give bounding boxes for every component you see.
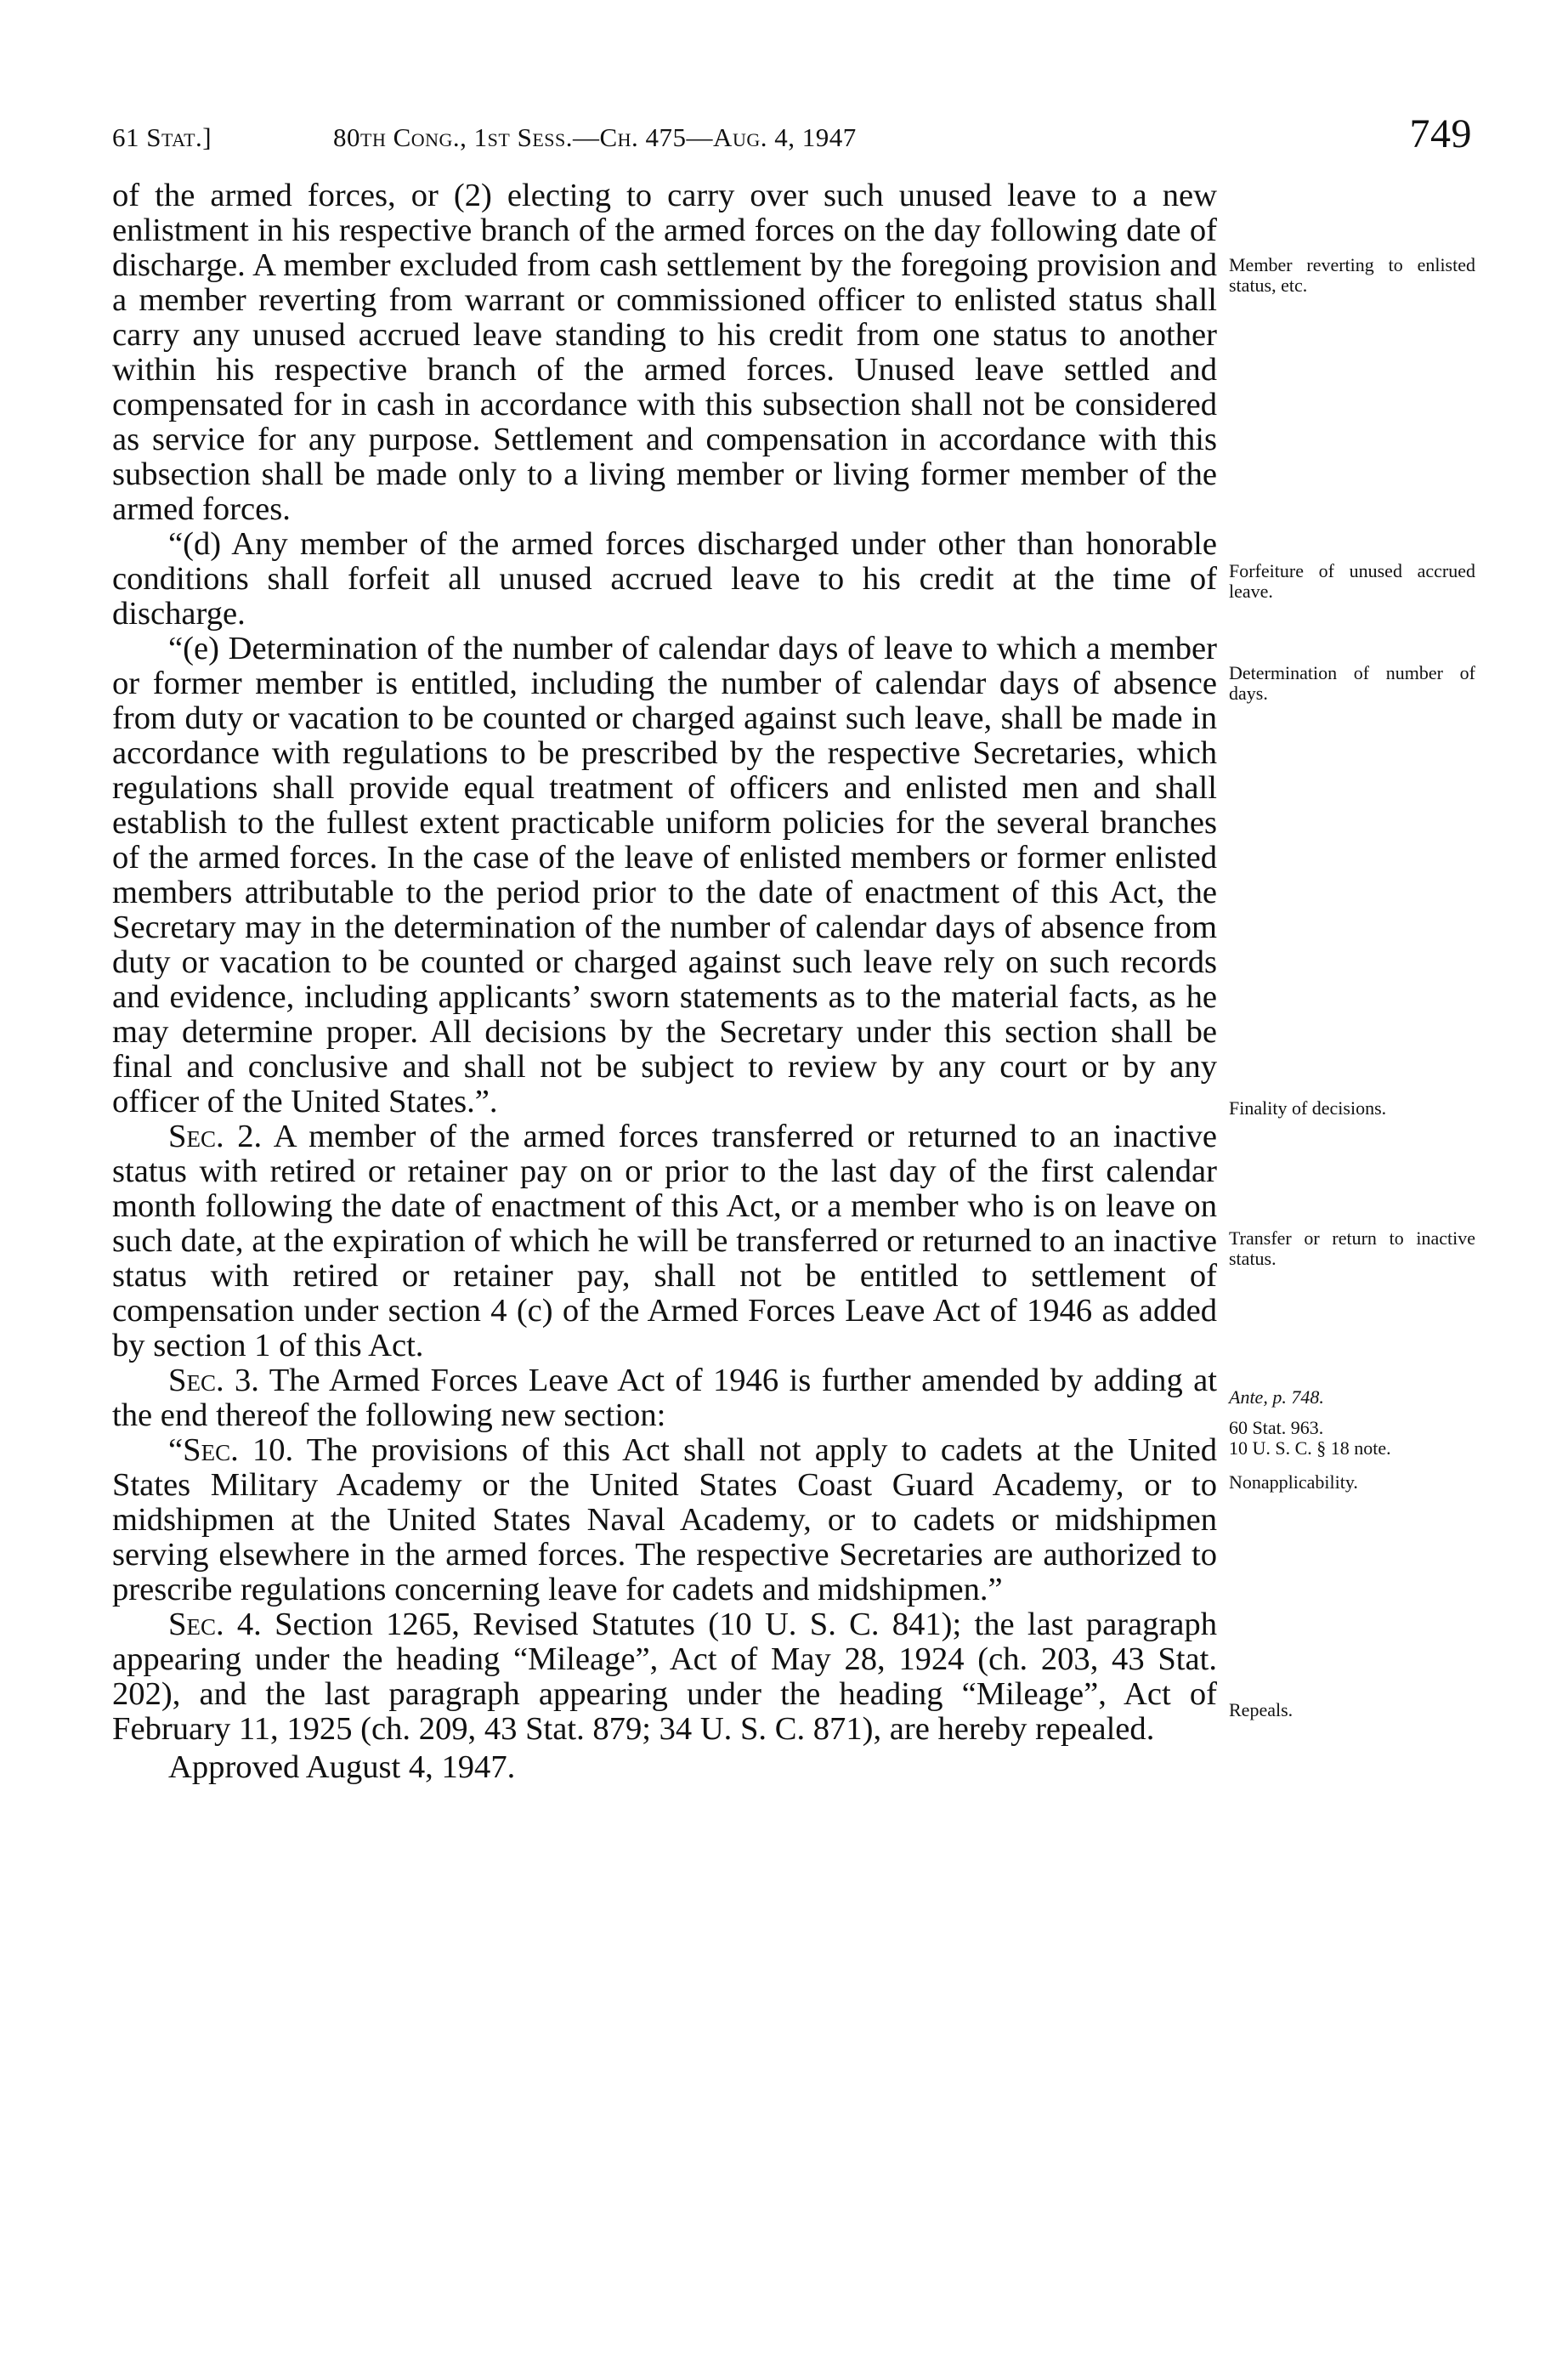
margin-note-forfeiture: Forfeiture of unused accrued leave. (1229, 560, 1475, 602)
approval-line: Approved August 4, 1947. (168, 1749, 516, 1785)
section-2-label: Sec. 2. (168, 1119, 263, 1154)
margin-note-stat-ref: 60 Stat. 963. (1229, 1417, 1324, 1438)
margin-note-transfer: Transfer or return to inactive status. (1229, 1227, 1475, 1269)
section-3-label: Sec. 3. (168, 1363, 259, 1398)
margin-note-nonapplicability: Nonapplicability. (1229, 1471, 1358, 1493)
margin-note-finality: Finality of decisions. (1229, 1097, 1387, 1119)
paragraph-section-3 (112, 1363, 1217, 1433)
margin-note-ante: Ante, p. 748. (1229, 1386, 1324, 1408)
margin-note-repeals: Repeals. (1229, 1699, 1293, 1720)
margin-note-determination: Determination of number of days. (1229, 662, 1475, 704)
section-3-text: The Armed Forces Leave Act of 1946 is further amended by adding at the end thereof the following new section: (112, 1363, 1218, 1433)
session-chapter-date: 80th Cong., 1st Sess.—Ch. 475—Aug. 4, 1947 (333, 122, 857, 152)
margin-note-member-reverting: Member reverting to enlisted status, etc. (1229, 254, 1475, 296)
paragraph-subsection-e: “(e) Determination of the number of calendar days of leave to which a member or former member is entitled, including the number of calendar days of absence from duty or vacation to be counted or charged against such leave, shall be made in accordance with regulations to be prescribed by the respective Secretaries, which regulations shall provide equal treatment of officers and enlisted men and shall establish to the fullest extent practicable uniform policies for the several branches of the armed forces. In the case of the leave of enlisted members or former enlisted members attributable to the period prior to the date of enactment of this Act, the Secretary may in the determination of the number of calendar days of absence from duty or vacation to be counted or charged against such leave rely on such records and evidence, including applicants’ sworn statements as to the material facts, as he may determine proper. All decisions by the Secretary under this section shall be final and conclusive and shall not be subject to review by any court or by any officer of the United States.”. (112, 631, 1217, 1119)
paragraph-subsection-d: “(d) Any member of the armed forces discharged under other than honorable conditions shall forfeit all unused accrued leave to his credit at the time of discharge. (112, 526, 1217, 632)
section-4-label: Sec. 4. (168, 1607, 262, 1642)
main-text-column (112, 179, 1217, 1785)
section-10-label: “Sec. 10. (168, 1432, 294, 1468)
statute-citation: 61 Stat.] (112, 122, 212, 152)
paragraph-section-4 (112, 1607, 1217, 1747)
page-number: 749 (1409, 111, 1472, 156)
section-4-text: Section 1265, Revised Statutes (10 U. S. C. 841); the last paragraph appearing under the heading “Mileage”, Act of May 28, 1924 (ch. 203, 43 Stat. 202), and the last paragraph appearing under the heading “Mileage”, Act of February 11, 1925 (ch. 209, 43 Stat. 879; 34 U. S. C. 871), are hereby repealed. (112, 1607, 1217, 1747)
paragraph-section-2 (112, 1119, 1217, 1363)
section-10-text: The provisions of this Act shall not apply to cadets at the United States Military Academy or the United States Coast Guard Academy, or to midshipmen at the United States Naval Academy, or to cadets or midshipmen serving elsewhere in the armed forces. The respective Secretaries are authorized to prescribe regulations concerning leave for cadets and midshipmen.” (112, 1432, 1217, 1607)
paragraph-section-10 (112, 1433, 1217, 1607)
margin-note-usc-ref: 10 U. S. C. § 18 note. (1229, 1437, 1391, 1459)
section-2-text: A member of the armed forces transferred or returned to an inactive status with retired or retainer pay on or prior to the last day of the first calendar month following the date of enactment of this Act, or a member who is on leave on such date, at the expiration of which he will be transferred or returned to an inactive status with retired or retainer pay, shall not be entitled to settlement of compensation under section 4 (c) of the Armed Forces Leave Act of 1946 as added by section 1 of this Act. (112, 1119, 1218, 1363)
paragraph-continuation: of the armed forces, or (2) electing to carry over such unused leave to a new enlistment in his respective branch of the armed forces on the day following date of discharge. A member excluded from cash settlement by the foregoing provision and a member reverting from warrant or commissioned officer to enlisted status shall carry any unused accrued leave standing to his credit from one status to another within his respective branch of the armed forces. Unused leave settled and compensated for in cash in accordance with this subsection shall not be considered as service for any purpose. Settlement and compensation in accordance with this subsection shall be made only to a living member or living former member of the armed forces. (112, 178, 1217, 527)
running-head (112, 111, 1472, 163)
